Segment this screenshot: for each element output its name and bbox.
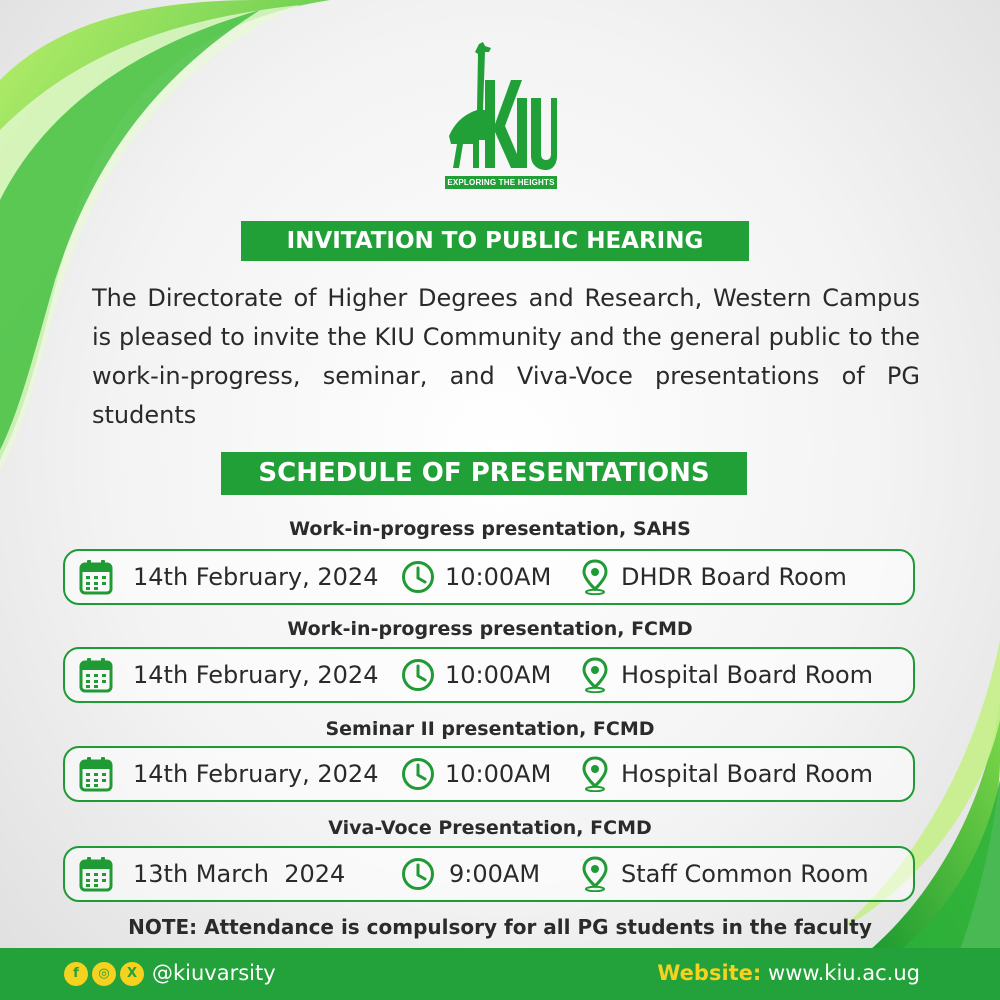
event-time: 10:00AM xyxy=(445,661,552,689)
event-date: 13th March 2024 xyxy=(133,860,346,888)
footer xyxy=(0,948,1000,1000)
invitation-heading: INVITATION TO PUBLIC HEARING xyxy=(241,221,749,261)
event-venue: DHDR Board Room xyxy=(621,563,847,591)
location-pin-icon xyxy=(580,657,610,693)
event-row xyxy=(63,647,915,703)
schedule-heading: SCHEDULE OF PRESENTATIONS xyxy=(221,452,747,495)
event-date: 14th February, 2024 xyxy=(133,661,379,689)
calendar-icon xyxy=(79,657,113,693)
website-label: Website: xyxy=(657,961,762,985)
calendar-icon xyxy=(79,559,113,595)
website[interactable] xyxy=(657,961,920,985)
clock-icon xyxy=(401,560,435,594)
event-date: 14th February, 2024 xyxy=(133,563,379,591)
event-title: Viva-Voce Presentation, FCMD xyxy=(328,817,652,839)
location-pin-icon xyxy=(580,756,610,792)
event-venue: Hospital Board Room xyxy=(621,760,874,788)
website-url[interactable]: www.kiu.ac.ug xyxy=(768,961,920,985)
event-title: Work-in-progress presentation, FCMD xyxy=(287,618,693,640)
clock-icon xyxy=(401,658,435,692)
event-row xyxy=(63,549,915,605)
event-time: 10:00AM xyxy=(445,760,552,788)
calendar-icon xyxy=(79,856,113,892)
facebook-icon[interactable]: f xyxy=(64,962,88,986)
social-handle[interactable]: @kiuvarsity xyxy=(152,961,276,985)
clock-icon xyxy=(401,857,435,891)
location-pin-icon xyxy=(580,856,610,892)
calendar-icon xyxy=(79,756,113,792)
event-venue: Hospital Board Room xyxy=(621,661,874,689)
event-time: 10:00AM xyxy=(445,563,552,591)
x-icon[interactable]: X xyxy=(120,962,144,986)
event-title: Seminar II presentation, FCMD xyxy=(325,718,655,740)
logo-tagline: EXPLORING THE HEIGHTS xyxy=(445,176,557,189)
attendance-note: NOTE: Attendance is compulsory for all PG students in the faculty xyxy=(128,915,872,939)
giraffe-icon xyxy=(445,40,557,170)
location-pin-icon xyxy=(580,559,610,595)
event-date: 14th February, 2024 xyxy=(133,760,379,788)
clock-icon xyxy=(401,757,435,791)
event-title: Work-in-progress presentation, SAHS xyxy=(289,518,691,540)
event-row xyxy=(63,846,915,902)
event-row xyxy=(63,746,915,802)
event-venue: Staff Common Room xyxy=(621,860,869,888)
invitation-body: The Directorate of Higher Degrees and Research, Western Campus is pleased to invite the KIU Community and the general public to the work-in-progress, seminar, and Viva-Voce presentations of PG students xyxy=(92,284,920,429)
instagram-icon[interactable]: ◎ xyxy=(92,962,116,986)
event-time: 9:00AM xyxy=(449,860,541,888)
kiu-logo xyxy=(445,40,557,190)
